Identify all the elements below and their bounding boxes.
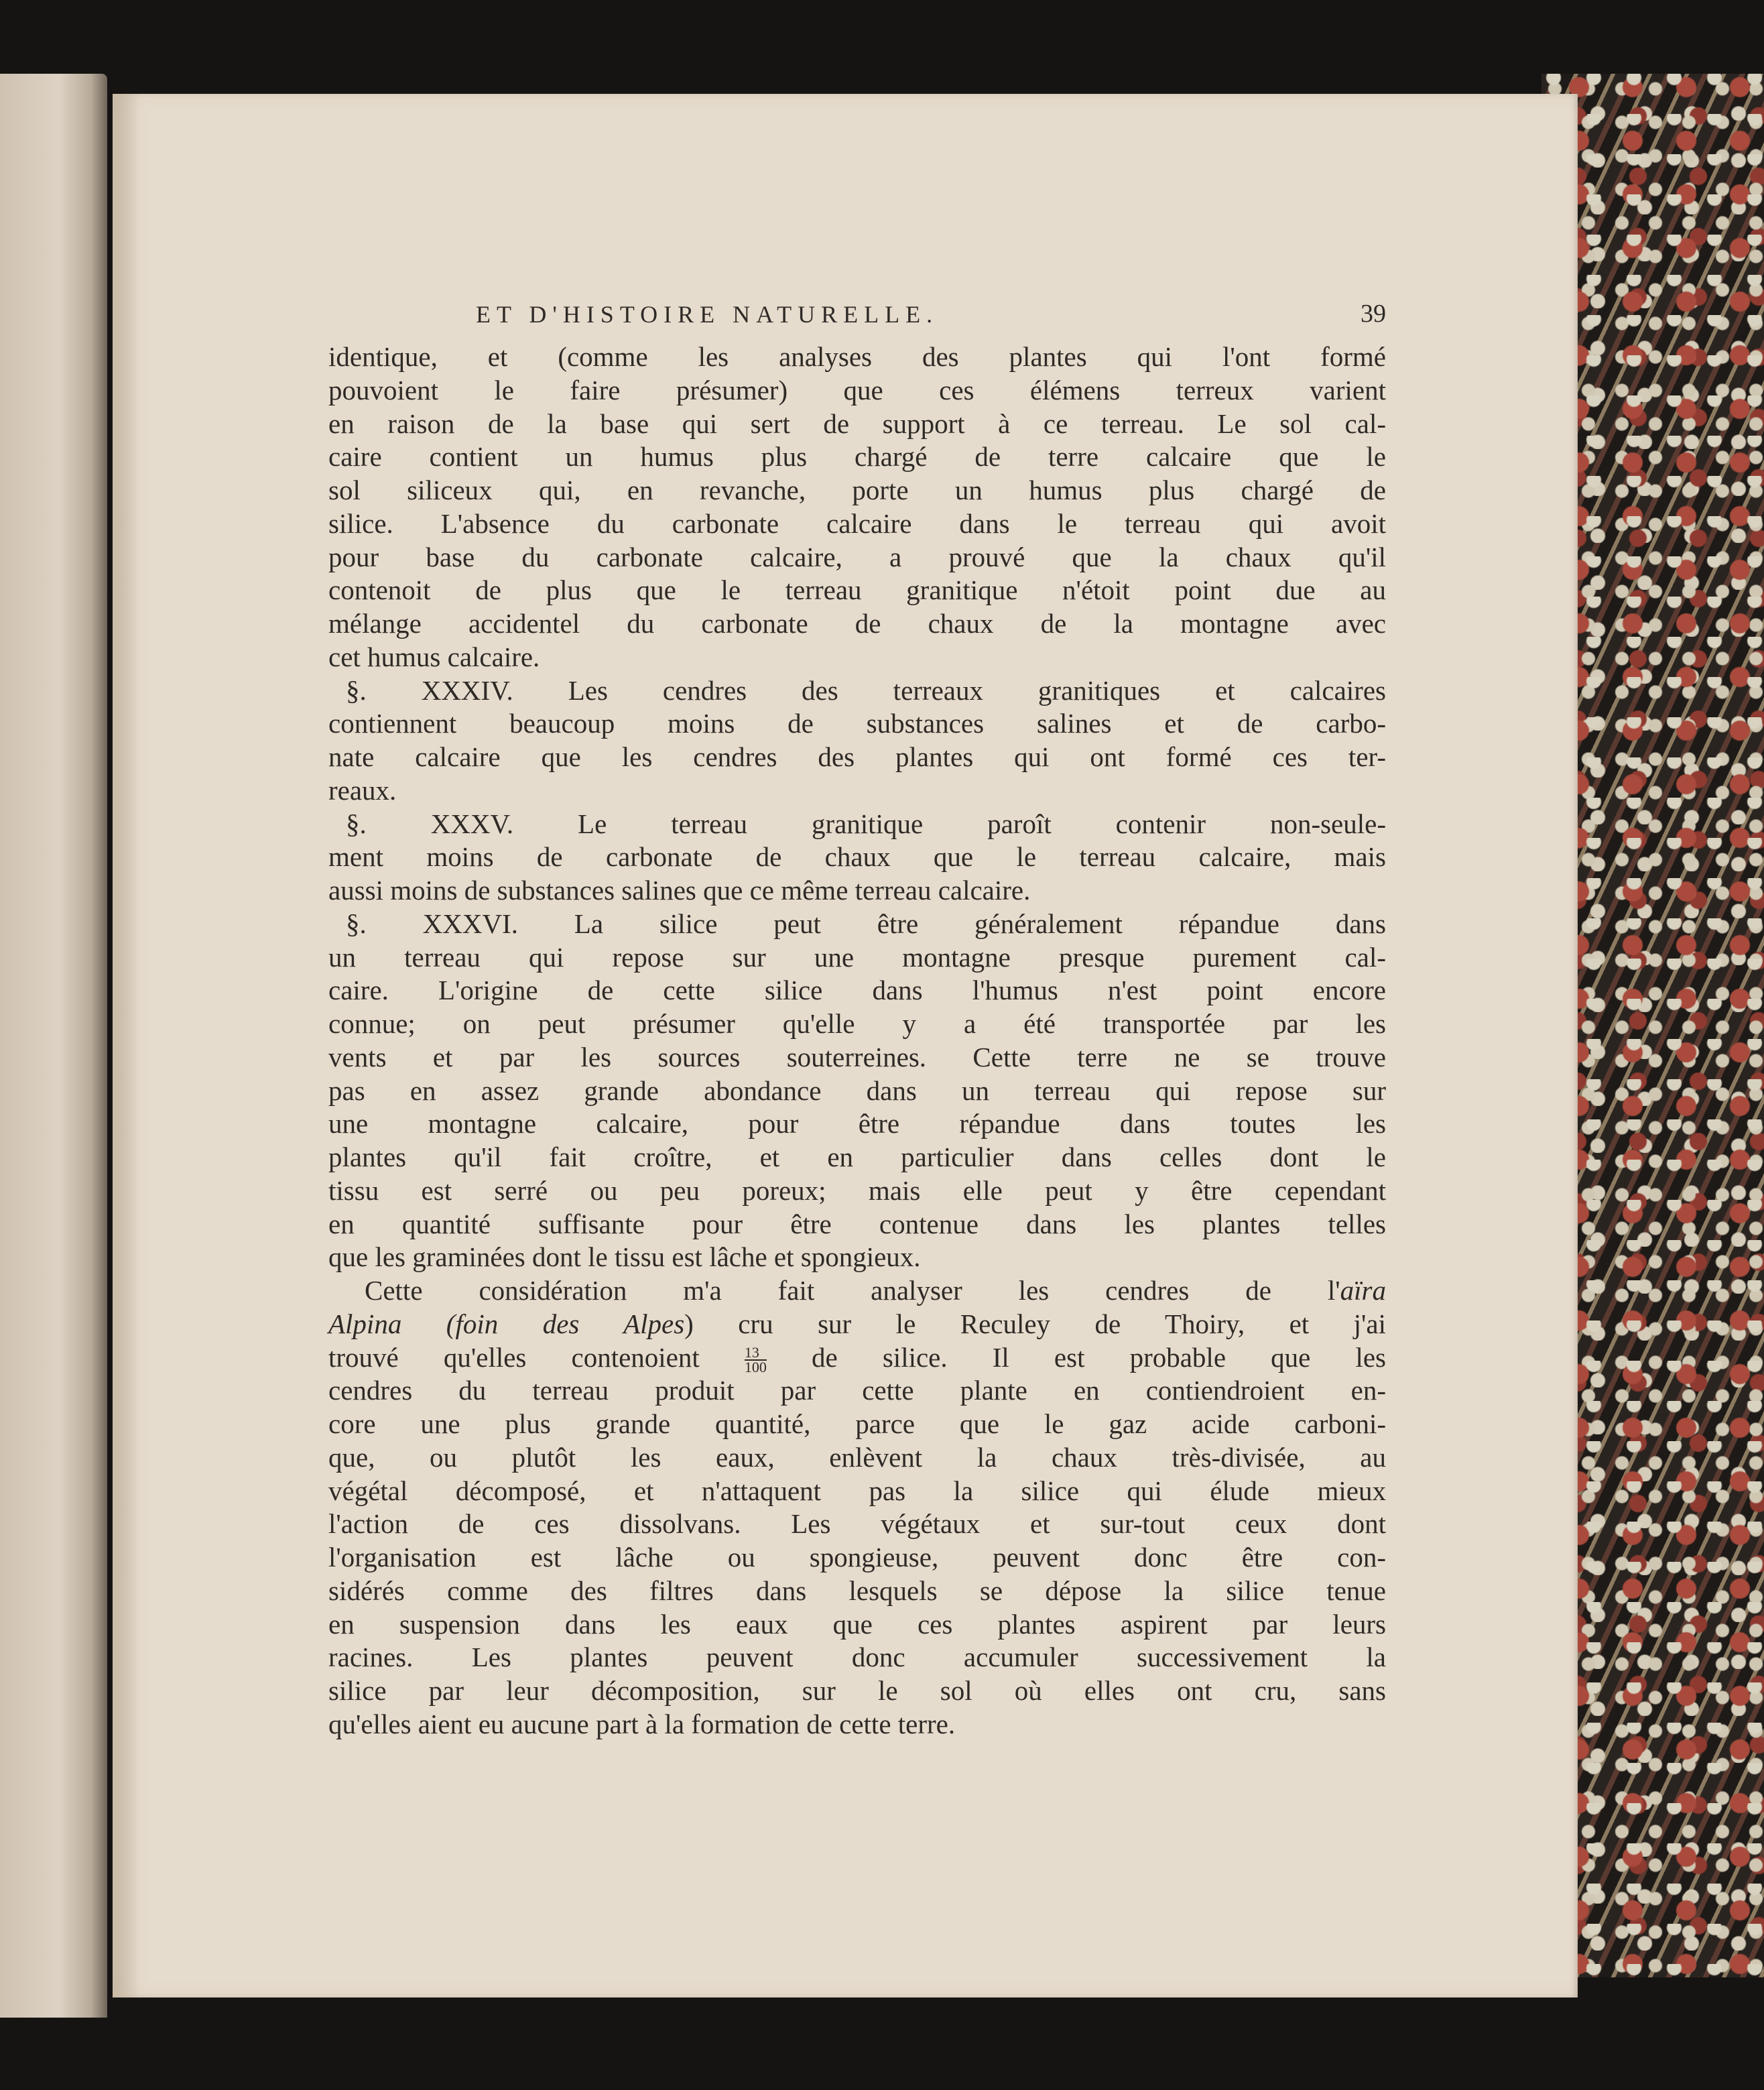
text-line: mélange accidentel du carbonate de chaux de la montagne avec [328,608,1386,639]
text-segment: trouvé qu'elles contenoient [328,1341,745,1373]
text-line: aussi moins de substances salines que ce même terreau calcaire. [328,875,1031,906]
text-line: core une plus grande quantité, parce que le gaz acide carboni- [328,1408,1386,1439]
text-line: qu'elles aient eu aucune part à la formation de cette terre. [328,1708,956,1739]
common-name: foin des Alpes [455,1308,685,1339]
text-line: cendres du terreau produit par cette plante en contiendroient en- [328,1375,1386,1406]
text-line: que, ou plutôt les eaux, enlèvent la chaux très-divisée, au [328,1441,1386,1473]
text-line: une montagne calcaire, pour être répandue dans toutes les [328,1108,1386,1140]
section-xxxvi-line: §. XXXVI. La silice peut être généralement répandue dans [346,908,1386,939]
text-line: silice par leur décomposition, sur le sol où elles ont cru, sans [328,1675,1386,1706]
text-line [328,1308,1386,1341]
text-line: en quantité suffisante pour être contenue dans les plantes telles [328,1208,1386,1239]
text-line [328,1341,1386,1375]
text-line: connue; on peut présumer qu'elle y a été transportée par les [328,1008,1386,1039]
text-line: cet humus calcaire. [328,641,540,672]
text-line: caire. L'origine de cette silice dans l'humus n'est point encore [328,975,1386,1006]
text-line: plantes qu'il fait croître, et en particulier dans celles dont le [328,1142,1386,1172]
fraction-numerator: 13 [745,1346,767,1361]
text-line: contiennent beaucoup moins de substances salines et de carbo- [328,708,1386,739]
section-xxxv-line: §. XXXV. Le terreau granitique paroît contenir non-seule- [346,808,1386,839]
text-line: vents et par les sources souterreines. Cette terre ne se trouve [328,1041,1386,1072]
text-line: l'organisation est lâche ou spongieuse, peuvent donc être con- [328,1542,1386,1573]
text-line [328,1274,1386,1308]
facing-page-edge [0,74,107,2018]
text-line: végétal décomposé, et n'attaquent pas la silice qui élude mieux [328,1475,1386,1506]
page-text [328,300,1386,1741]
running-head [328,300,1386,341]
text-line: sidérés comme des filtres dans lesquels se dépose la silice tenue [328,1575,1386,1606]
section-xxxiv-line: §. XXXIV. Les cendres des terreaux granitiques et calcaires [346,674,1386,706]
text-line: tissu est serré ou peu poreux; mais elle peut y être cependant [328,1174,1386,1206]
text-line: que les graminées dont le tissu est lâche et spongieux. [328,1241,921,1273]
text-line: nate calcaire que les cendres des plantes qui ont formé ces ter- [328,741,1386,772]
text-line: sol siliceux qui, en revanche, porte un humus plus chargé de [328,475,1386,505]
fraction-denominator: 100 [744,1359,767,1376]
text-line: en raison de la base qui sert de support à ce terreau. Le sol cal- [328,408,1386,439]
text-line: un terreau qui repose sur une montagne presque purement cal- [328,941,1386,973]
page-number: 39 [1361,300,1386,328]
text-line: ment moins de carbonate de chaux que le terreau calcaire, mais [328,841,1386,873]
text-line: pas en assez grande abondance dans un terreau qui repose sur [328,1074,1386,1106]
text-line: en suspension dans les eaux que ces plantes aspirent par leurs [328,1608,1386,1640]
text-line: pour base du carbonate calcaire, a prouvé que la chaux qu'il [328,541,1386,572]
text-line: identique, et (comme les analyses des plantes qui l'ont formé [328,341,1386,372]
text-line: caire contient un humus plus chargé de terre calcaire que le [328,441,1386,473]
text-line: racines. Les plantes peuvent donc accumuler successivement la [328,1642,1386,1673]
text-segment: Cette considération m'a fait analyser les cendres de l' [365,1275,1340,1306]
species-name: aïra [1340,1275,1386,1306]
running-head-title: ET D'HISTOIRE NATURELLE. [476,301,939,328]
book-page [113,94,1578,1997]
text-segment: ) cru sur le Reculey de Thoiry, et j'ai [684,1308,1386,1339]
text-line: contenoit de plus que le terreau granitique n'étoit point due au [328,574,1386,606]
text-line: pouvoient le faire présumer) que ces élémens terreux varient [328,374,1386,406]
text-line: l'action de ces dissolvans. Les végétaux et sur-tout ceux dont [328,1508,1386,1540]
text-line: reaux. [328,774,397,806]
species-name: Alpina ( [328,1308,456,1339]
fraction [745,1346,767,1374]
text-line: silice. L'absence du carbonate calcaire dans le terreau qui avoit [328,507,1386,539]
text-segment: de silice. Il est probable que les [766,1341,1387,1373]
